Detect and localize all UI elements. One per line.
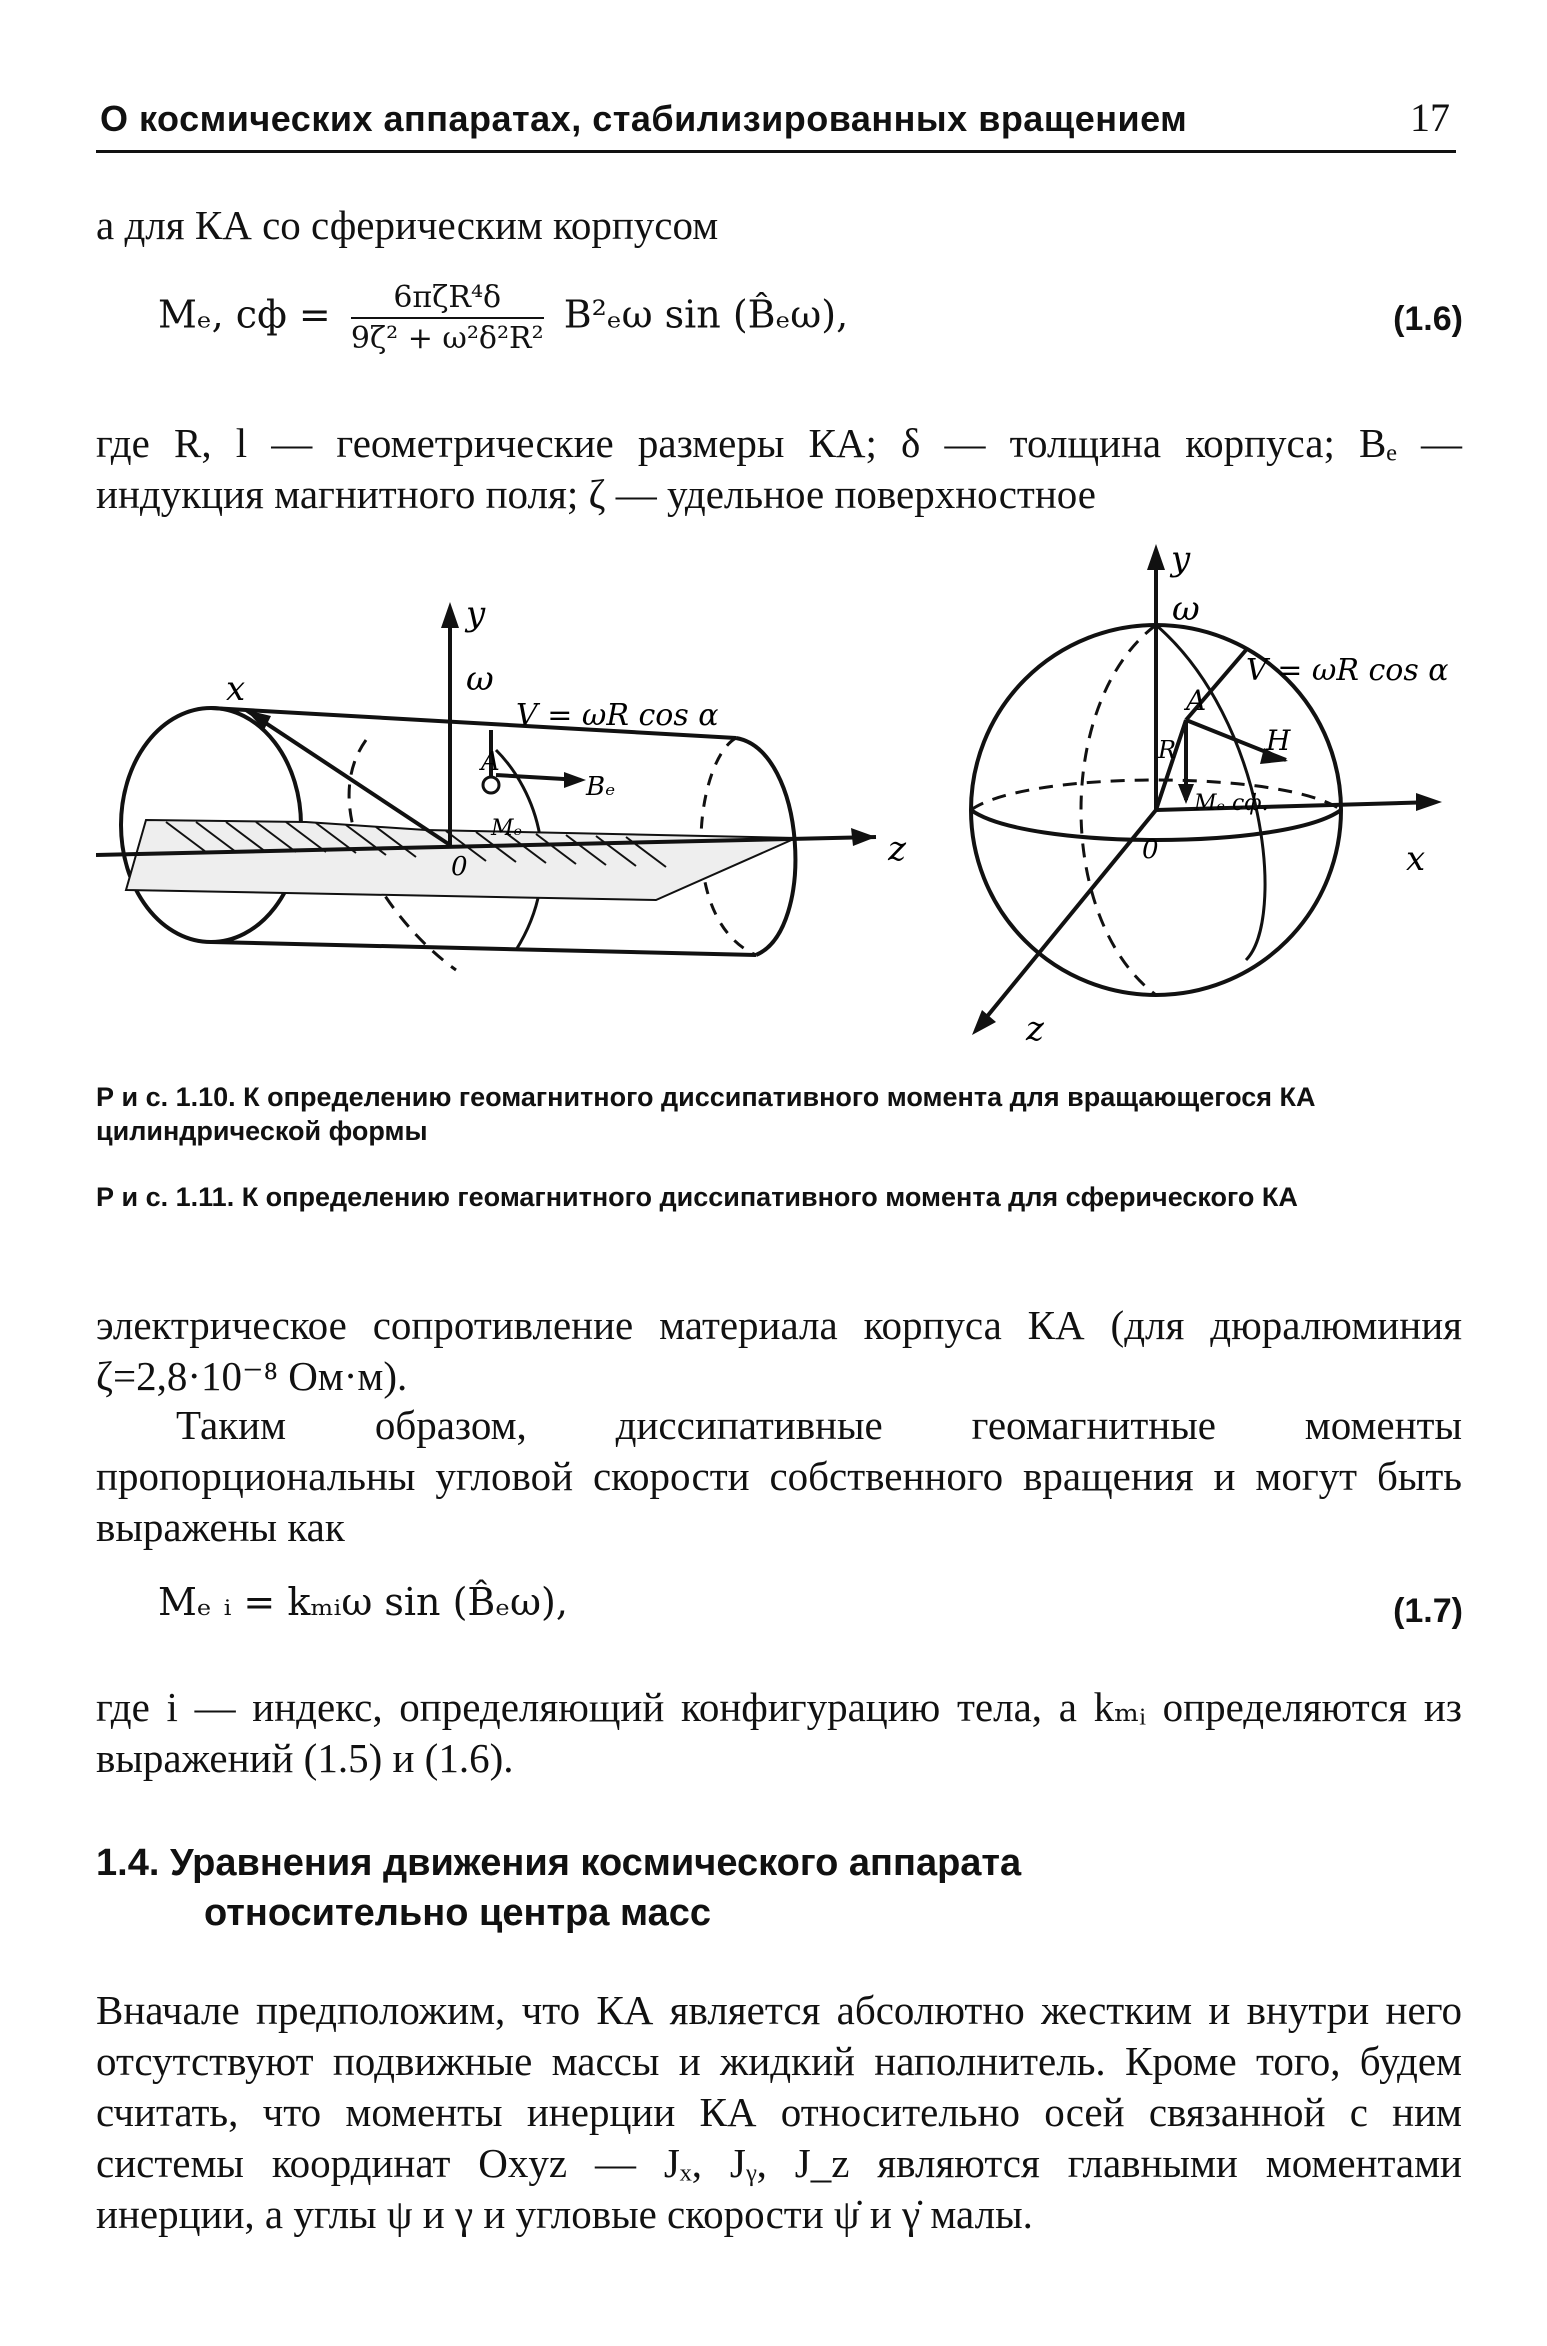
- formula-1-6: [158, 280, 848, 356]
- figure-sphere: [946, 540, 1466, 1050]
- section-heading-line-2: относительно центра масс: [204, 1892, 711, 1934]
- running-header: [96, 92, 1456, 153]
- formula-1-6-fraction: [351, 280, 544, 356]
- label-y: y: [1171, 540, 1191, 579]
- section-heading-line-1: 1.4. Уравнения движения космического аппарата: [96, 1842, 1022, 1884]
- label-x: x: [226, 669, 246, 709]
- label-omega: ω: [466, 659, 494, 699]
- z-axis: [976, 810, 1156, 1030]
- label-me: Mₑ сф.: [1194, 791, 1269, 816]
- y-arrowhead: [1147, 544, 1165, 570]
- label-z: z: [888, 829, 906, 869]
- y-arrowhead: [441, 602, 459, 628]
- label-be: Bₑ: [586, 772, 616, 802]
- label-a: A: [481, 747, 500, 777]
- cylinder-bottom-edge: [211, 942, 756, 955]
- label-o: 0: [1142, 835, 1159, 865]
- formula-1-6-denominator: 9ζ² + ω²δ²R²: [350, 321, 544, 356]
- paragraph-first: Вначале предположим, что КА является абсолютно жестким и внутри него отсутствуют подвижные массы и жидкий наполнитель. Кроме того, будем считать, что моменты инерции КА относительно осей связанной с ним системы координат Oxyz — Jₓ, Jᵧ, J_z являются главными моментами инерции, а углы ψ и γ и угловые скорости ψ̇ и γ̇ малы.: [96, 1987, 1462, 2237]
- label-z: z: [1026, 1009, 1044, 1049]
- formula-1-7: Mₑ ᵢ = kₘᵢω sin (B̂ₑω),: [158, 1580, 568, 1624]
- z-arrowhead: [851, 828, 876, 846]
- label-omega: ω: [1172, 589, 1200, 629]
- label-o: 0: [451, 852, 468, 882]
- formula-1-6-numerator: 6πζR⁴δ: [351, 280, 544, 319]
- section-heading: [96, 1838, 1021, 1938]
- label-v: V = ωR cos α: [516, 698, 719, 733]
- label-a: A: [1186, 684, 1207, 717]
- be-arrowhead: [564, 772, 586, 788]
- paragraph-thus: Таким образом, диссипативные геомагнитные моменты пропорциональны угловой скорости собственного вращения и могут быть выражены как: [96, 1402, 1462, 1550]
- formula-1-6-lhs: Mₑ, сф =: [158, 292, 331, 337]
- z-arrowhead: [972, 1010, 996, 1035]
- point-a: [483, 777, 499, 793]
- page-number: 17: [1410, 95, 1450, 140]
- label-v: V = ωR cos α: [1246, 653, 1449, 688]
- header-title: О космических аппаратах, стабилизированных вращением: [100, 98, 1188, 139]
- label-h: H: [1266, 724, 1291, 757]
- intro-line: а для КА со сферическим корпусом: [96, 202, 719, 248]
- radius-r: [1156, 720, 1186, 810]
- label-y: y: [466, 594, 486, 634]
- equation-number-1-6: (1.6): [1393, 300, 1463, 338]
- paragraph-electric: электрическое сопротивление материала корпуса КА (для дюралюминия ζ=2,8·10⁻⁸ Ом·м).: [96, 1302, 1462, 1399]
- figure-cylinder: [96, 590, 926, 1020]
- me-arrowhead: [1178, 784, 1194, 804]
- caption-figure-1-11: Р и с. 1.11. К определению геомагнитного диссипативного момента для сферического КА: [96, 1182, 1298, 1212]
- label-r: R: [1158, 736, 1177, 764]
- label-x: x: [1406, 839, 1426, 879]
- paragraph-where-1: где R, l — геометрические размеры КА; δ — толщина корпуса; Bₑ — индукция магнитного поля; ζ — удельное поверхностное: [96, 420, 1462, 517]
- caption-figure-1-10: Р и с. 1.10. К определению геомагнитного диссипативного момента для вращающегося КА цилиндрической формы: [96, 1082, 1316, 1146]
- paragraph-where-2: где i — индекс, определяющий конфигурацию тела, а kₘᵢ определяются из выражений (1.5) и (1.6).: [96, 1684, 1462, 1781]
- meridian-dashed: [1081, 625, 1156, 995]
- equation-number-1-7: (1.7): [1393, 1592, 1463, 1630]
- x-arrowhead: [1416, 793, 1442, 811]
- formula-1-6-rhs: B²ₑω sin (B̂ₑω),: [563, 292, 849, 337]
- label-me: Mₑ: [491, 816, 523, 841]
